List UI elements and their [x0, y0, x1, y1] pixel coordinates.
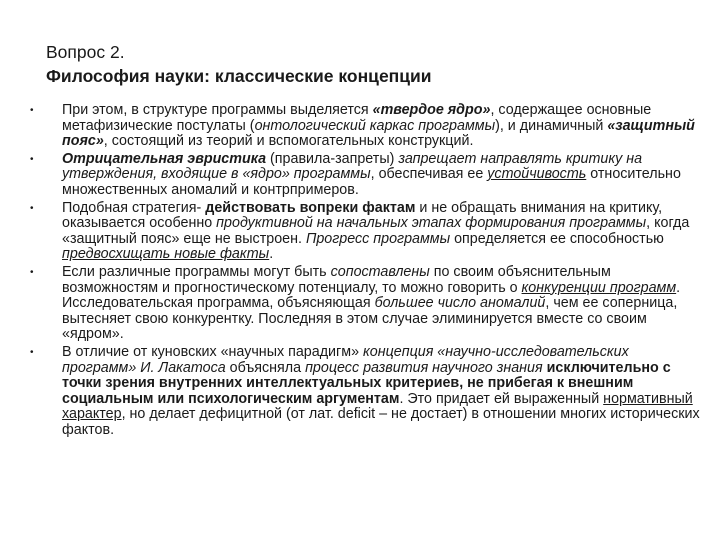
text: , но делает дефицитной (от лат. deficit – не достает) в отношении многих исторических фактов.	[62, 406, 700, 438]
emphasis: сопоставлены	[330, 263, 430, 280]
bullet-item-5	[30, 345, 702, 439]
emphasis: запрещает направлять критику на утверждения, входящие в «ядро» программы	[62, 150, 643, 183]
text: , обеспечивая ее	[370, 166, 488, 183]
text: ), и динамичный	[495, 117, 608, 134]
bullet-marker: •	[30, 105, 34, 116]
bullet-item-1	[30, 103, 702, 150]
title-question-number: Вопрос 2.	[46, 42, 125, 62]
emphasis: Прогресс программы	[305, 230, 451, 247]
emphasis: предвосхищать новые факты	[62, 246, 270, 263]
bullet-item-4	[30, 265, 702, 343]
text: определяется ее способностью	[450, 230, 664, 247]
slide-title	[46, 40, 686, 88]
title-topic: Философия науки: классические концепции	[46, 66, 432, 86]
text: , чем ее соперница, вытесняет свою конкурентку. Последняя в этом случае элиминируется вместе со своим «ядром».	[62, 295, 678, 343]
text: (правила-запреты)	[266, 150, 399, 167]
bullet-item-2	[30, 152, 702, 199]
text: В отличие от куновских «научных парадигм»	[62, 343, 363, 360]
bullet-item-3	[30, 201, 702, 263]
text: , состоящий из теорий и вспомогательных конструкций.	[103, 133, 474, 150]
text: При этом, в структуре программы выделяется	[62, 102, 373, 118]
emphasis: онтологический каркас программы	[254, 117, 496, 134]
emphasis: процесс развития научного знания	[305, 359, 543, 376]
emphasis: конкуренции программ	[521, 279, 677, 296]
emphasis: концепция «научно-исследовательских программ» И. Лакатоса	[62, 343, 629, 376]
text: .	[269, 246, 274, 263]
text: . Исследовательская программа, объясняющая	[62, 279, 681, 312]
text: по своим объяснительным возможностям и прогностическому потенциалу, то можно говорить о	[62, 263, 611, 296]
emphasis: «защитный пояс»	[62, 117, 695, 150]
text: , содержащее основные метафизические постулаты (	[62, 102, 652, 134]
emphasis: продуктивной на начальных этапах формирования программы	[216, 215, 647, 232]
text: объясняла	[225, 359, 306, 376]
bullet-list	[30, 103, 702, 440]
text: относительно множественных аномалий и контрпримеров.	[62, 166, 681, 198]
text: Подобная стратегия-	[62, 199, 206, 216]
emphasis: устойчивость	[487, 166, 587, 183]
bullet-marker: •	[30, 346, 34, 358]
bullet-marker: •	[30, 153, 34, 165]
text: . Это придает ей выраженный	[399, 390, 604, 407]
text: Если различные программы могут быть	[62, 263, 331, 280]
text: и не обращать внимания на критику, оказывается особенно	[62, 199, 663, 232]
bullet-marker: •	[30, 202, 34, 214]
emphasis: нормативный характер	[62, 390, 693, 423]
emphasis: «твердое ядро»	[372, 102, 491, 118]
emphasis: действовать вопреки фактам	[205, 199, 416, 216]
text: , когда «защитный пояс» еще не выстроен.	[62, 215, 690, 247]
bullet-marker: •	[30, 266, 34, 278]
emphasis: большее число аномалий	[374, 295, 546, 312]
emphasis: Отрицательная эвристика	[62, 150, 267, 167]
emphasis: исключительно с точки зрения внутренних интеллектуальных критериев, не прибегая к внешним социальным или психологическим аргументам	[62, 359, 671, 407]
